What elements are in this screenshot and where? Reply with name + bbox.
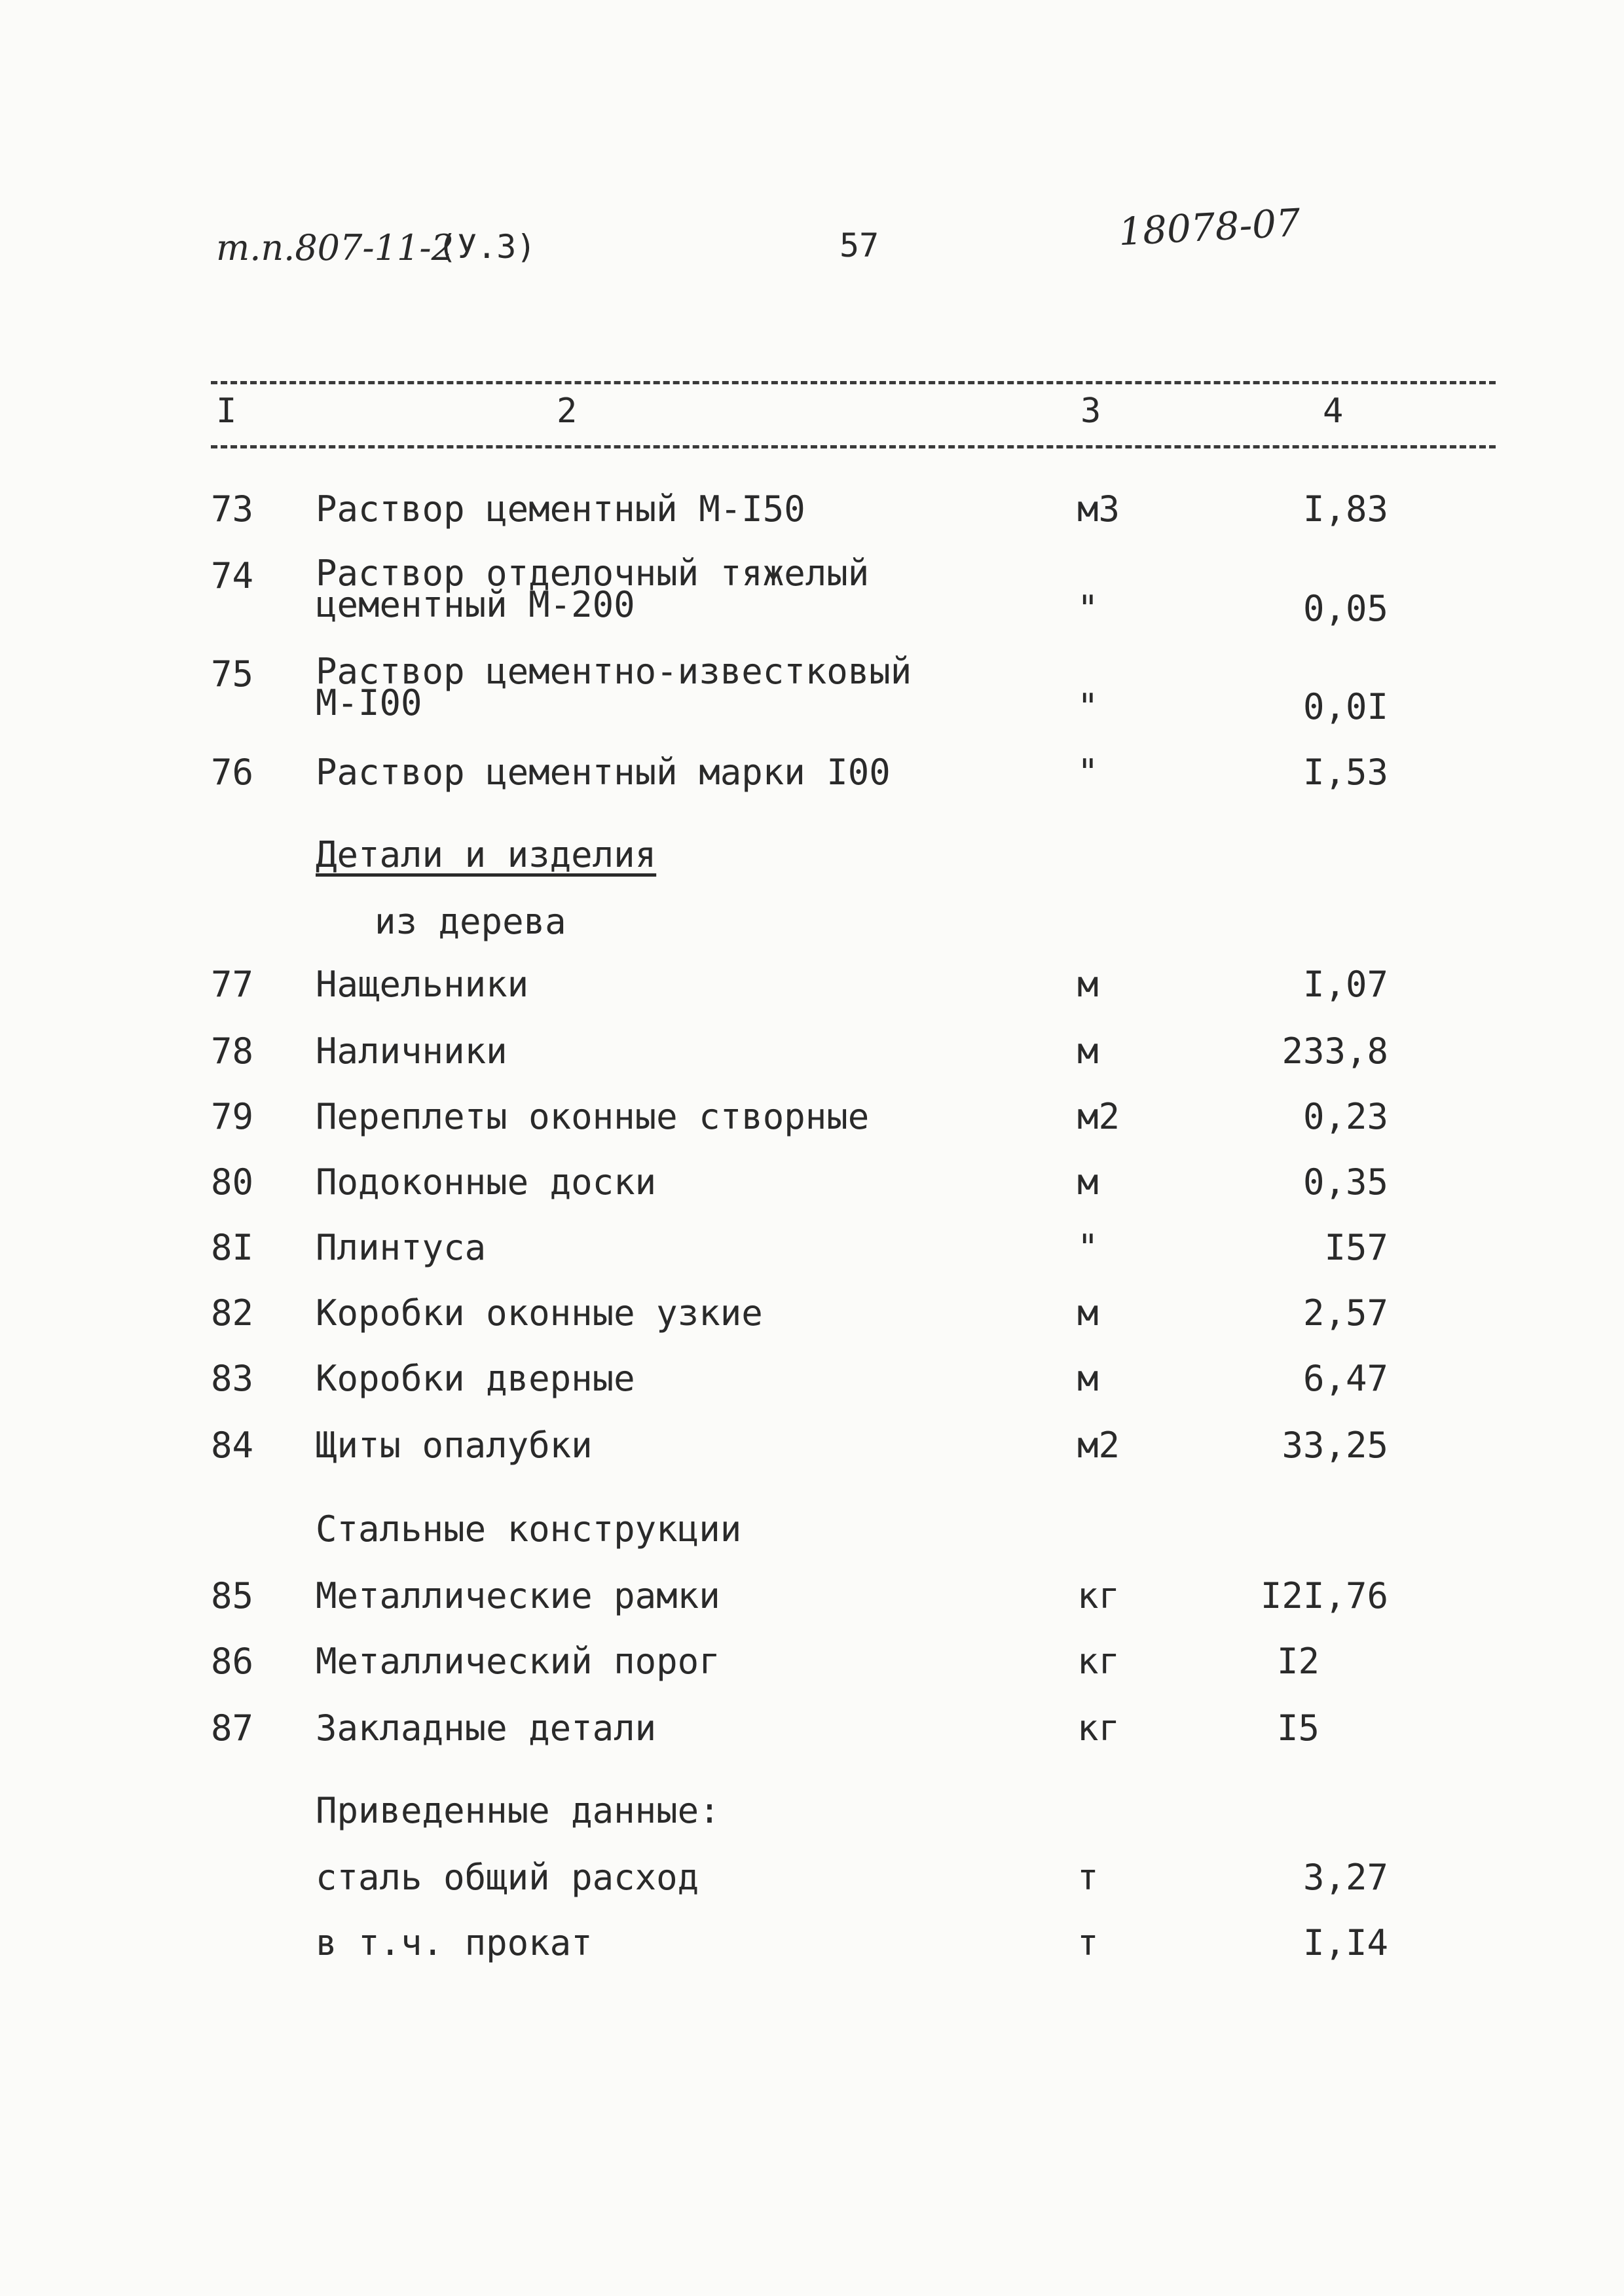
table-header-rule — [211, 445, 1496, 448]
item-name: Плинтуса — [316, 1227, 487, 1268]
unit-cell: м — [1077, 1030, 1099, 1072]
quantity-cell: 0,35 — [1302, 1161, 1388, 1203]
item-name: Металлический порог — [316, 1641, 720, 1682]
unit-cell: " — [1077, 1227, 1099, 1268]
quantity-cell: 33,25 — [1282, 1425, 1388, 1466]
quantity-cell: I57 — [1324, 1227, 1388, 1268]
row-number: 84 — [211, 1425, 254, 1466]
unit-cell: кг — [1077, 1707, 1120, 1749]
row-number: 8I — [211, 1227, 254, 1268]
row-number: 75 — [211, 653, 254, 695]
quantity-cell: 6,47 — [1302, 1358, 1388, 1399]
row-number: 78 — [211, 1030, 254, 1072]
unit-cell: кг — [1077, 1575, 1120, 1616]
unit-cell: м — [1077, 1292, 1099, 1334]
stamp-number: 18078-07 — [1117, 200, 1302, 255]
row-number: 87 — [211, 1707, 254, 1749]
quantity-cell: 0,0I — [1302, 686, 1388, 727]
row-number: 80 — [211, 1161, 254, 1203]
item-name: Переплеты оконные створные — [316, 1096, 870, 1137]
column-header-2: 2 — [557, 392, 578, 431]
quantity-cell: 233,8 — [1282, 1030, 1388, 1072]
document-code: т.п.807-11-2 — [216, 227, 454, 268]
unit-cell: " — [1077, 588, 1099, 629]
unit-cell: м3 — [1077, 488, 1120, 530]
page-number: 57 — [840, 227, 879, 264]
unit-cell: м2 — [1077, 1425, 1120, 1466]
row-number: 86 — [211, 1641, 254, 1682]
quantity-cell: I2I,76 — [1260, 1575, 1388, 1616]
quantity-cell: 0,05 — [1302, 588, 1388, 629]
row-number: 74 — [211, 555, 254, 596]
item-name: Щиты опалубки — [316, 1425, 593, 1466]
column-header-3: 3 — [1080, 392, 1101, 431]
quantity-cell: I,07 — [1302, 964, 1388, 1005]
quantity-cell: 3,27 — [1302, 1857, 1388, 1898]
item-name: Металлические рамки — [316, 1575, 720, 1616]
unit-cell: м2 — [1077, 1096, 1120, 1137]
unit-cell: м — [1077, 1358, 1099, 1399]
row-number: 77 — [211, 964, 254, 1005]
item-name: Раствор цементный марки I00 — [316, 752, 891, 793]
section-heading: Стальные конструкции — [316, 1508, 742, 1550]
quantity-cell: I,I4 — [1302, 1922, 1388, 1963]
row-number: 83 — [211, 1358, 254, 1399]
row-number: 76 — [211, 752, 254, 793]
unit-cell: " — [1077, 686, 1099, 727]
quantity-cell: I2 — [1277, 1641, 1320, 1682]
unit-cell: м — [1077, 1161, 1099, 1203]
quantity-cell: 0,23 — [1302, 1096, 1388, 1137]
row-number: 82 — [211, 1292, 254, 1334]
item-name: Коробки дверные — [316, 1358, 635, 1399]
item-name: сталь общий расход — [316, 1857, 699, 1898]
row-number: 79 — [211, 1096, 254, 1137]
item-name: Раствор цементно-известковый М-I00 — [316, 651, 912, 723]
item-name: Подоконные доски — [316, 1161, 657, 1203]
item-name: Раствор отделочный тяжелый цементный М-200 — [316, 553, 870, 625]
column-header-4: 4 — [1323, 392, 1344, 431]
row-number: 73 — [211, 488, 254, 530]
quantity-cell: I5 — [1277, 1707, 1320, 1749]
section-heading: из дерева — [375, 901, 566, 942]
unit-cell: " — [1077, 752, 1099, 793]
item-name: Закладные детали — [316, 1707, 657, 1749]
item-name: Нащельники — [316, 964, 529, 1005]
unit-cell: м — [1077, 964, 1099, 1005]
section-heading: Детали и изделия — [316, 834, 657, 875]
item-name: в т.ч. прокат — [316, 1922, 593, 1963]
document-variant: (У.3) — [437, 228, 536, 266]
unit-cell: кг — [1077, 1641, 1120, 1682]
table-top-rule — [211, 381, 1496, 384]
section-heading: Приведенные данные: — [316, 1790, 720, 1831]
item-name: Коробки оконные узкие — [316, 1292, 763, 1334]
unit-cell: т — [1077, 1922, 1099, 1963]
quantity-cell: 2,57 — [1302, 1292, 1388, 1334]
row-number: 85 — [211, 1575, 254, 1616]
item-name: Раствор цементный М-I50 — [316, 488, 805, 530]
quantity-cell: I,53 — [1302, 752, 1388, 793]
quantity-cell: I,83 — [1302, 488, 1388, 530]
unit-cell: т — [1077, 1857, 1099, 1898]
column-header-1: I — [216, 392, 237, 431]
item-name: Наличники — [316, 1030, 507, 1072]
